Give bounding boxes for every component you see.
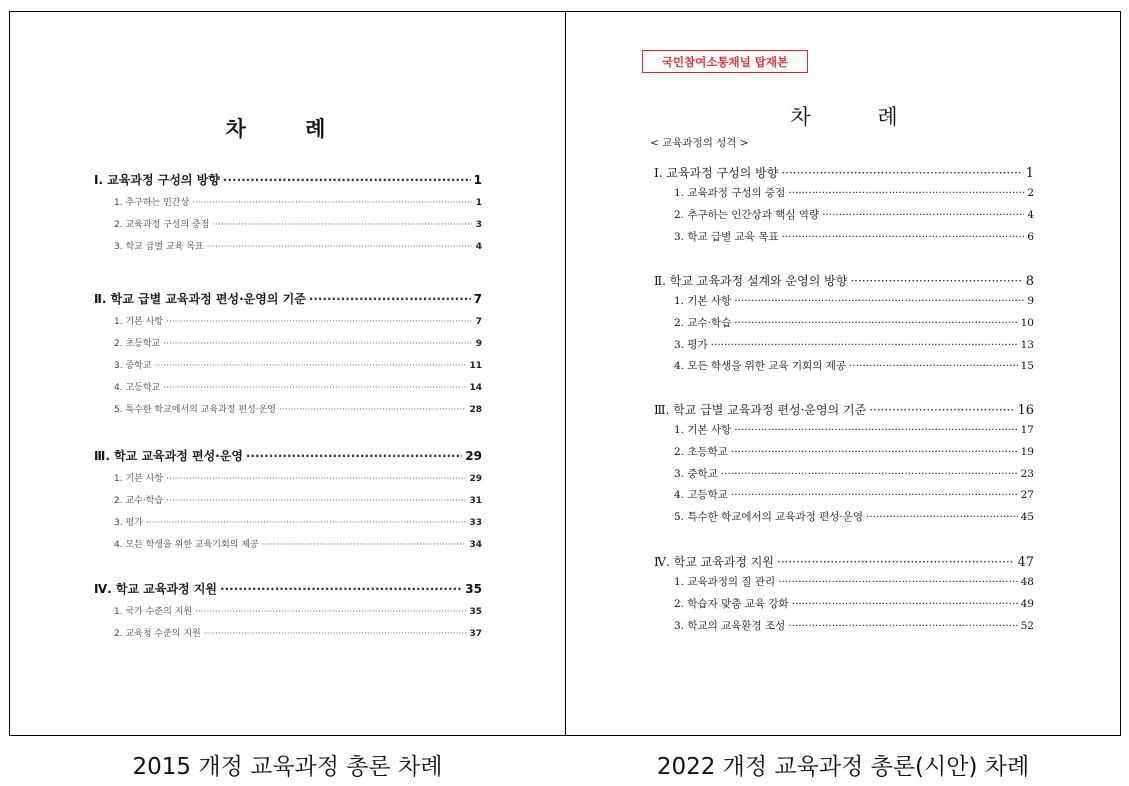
page-number: 11: [469, 361, 482, 371]
dot-leader: [166, 496, 466, 506]
dot-leader: [207, 242, 473, 252]
page-number: 10: [1020, 316, 1034, 329]
dot-leader: [777, 555, 1014, 569]
page-number: 8: [1025, 274, 1034, 289]
toc-item-row: [654, 293, 1034, 308]
page-number: 34: [469, 540, 482, 550]
page-number: 16: [1017, 403, 1034, 418]
page-number: 14: [469, 383, 482, 393]
item-title: 3. 학교 급별 교육 목표: [114, 242, 204, 252]
document-title: 차 례: [225, 117, 352, 141]
toc-item-row: [654, 487, 1034, 502]
document-subtitle: < 교육과정의 성격 >: [650, 137, 749, 149]
item-title: 3. 중학교: [674, 467, 718, 480]
dot-leader: [204, 629, 467, 639]
item-title: 1. 기본 사항: [674, 424, 732, 436]
toc-item-row: [94, 626, 482, 639]
page-number: 1: [475, 198, 482, 208]
toc-item-row: [654, 315, 1034, 330]
toc-item-row: [94, 239, 482, 252]
item-title: 4. 모든 학생을 위한 교육 기회의 제공: [674, 360, 847, 373]
page-number: 47: [1017, 555, 1034, 570]
dot-leader: [262, 540, 467, 550]
page-number: 9: [475, 339, 482, 349]
toc-item-row: [654, 509, 1034, 524]
item-title: 5. 특수한 학교에서의 교육과정 편성·운영: [674, 511, 863, 524]
toc-section-row: [654, 553, 1034, 570]
page-number: 35: [469, 607, 482, 617]
toc-item-row: [654, 229, 1034, 244]
item-title: 3. 학교 급별 교육 목표: [674, 230, 779, 243]
dot-leader: [849, 360, 1018, 372]
item-title: 3. 평가: [114, 518, 143, 528]
page-number: 31: [469, 496, 482, 506]
item-title: 2. 추구하는 인간상과 핵심 역량: [674, 208, 820, 221]
page-number: 3: [475, 220, 482, 230]
toc-2022-draft-document: [565, 11, 1121, 736]
page-number: 37: [469, 629, 482, 639]
section-title: Ⅱ. 학교 교육과정 설계와 운영의 방향: [654, 274, 848, 288]
item-title: 2. 교수·학습: [114, 496, 164, 506]
page-number: 48: [1020, 576, 1034, 588]
dot-leader: [212, 220, 472, 230]
toc-section-row: [94, 290, 482, 307]
page-number: 52: [1020, 619, 1034, 632]
item-title: 1. 교육과정의 질 관리: [674, 576, 776, 588]
dot-leader: [734, 424, 1017, 436]
item-title: 4. 고등학교: [674, 489, 728, 502]
item-title: 2. 교육과정 구성의 중점: [114, 220, 210, 230]
left-caption: 2015 개정 교육과정 총론 차례: [132, 754, 443, 780]
item-title: 1. 교육과정 구성의 중점: [674, 187, 786, 199]
toc-item-row: [94, 604, 482, 617]
item-title: 1. 기본 사항: [674, 295, 732, 307]
page-number: 4: [1027, 208, 1034, 221]
page-number: 6: [1027, 230, 1034, 243]
toc-section-row: [94, 171, 482, 188]
dot-leader: [734, 317, 1017, 329]
dot-leader: [721, 468, 1018, 480]
toc-item-row: [654, 444, 1034, 459]
page-number: 17: [1020, 424, 1034, 436]
toc-section-row: [654, 272, 1034, 289]
dot-leader: [711, 339, 1018, 351]
section-title: Ⅲ. 학교 교육과정 편성·운영: [94, 449, 243, 463]
page-number: 27: [1020, 489, 1034, 502]
dot-leader: [788, 620, 1017, 632]
document-title: 차 례: [790, 105, 928, 129]
section-title: Ⅳ. 학교 교육과정 지원: [654, 555, 774, 569]
toc-section-row: [94, 447, 482, 464]
section-title: Ⅳ. 학교 교육과정 지원: [94, 582, 218, 596]
dot-leader: [155, 361, 467, 371]
toc-item-row: [654, 574, 1034, 589]
page-number: 49: [1020, 597, 1034, 610]
toc-section-row: [654, 401, 1034, 418]
dot-leader: [192, 198, 473, 208]
toc-item-row: [654, 422, 1034, 437]
section-title: Ⅰ. 교육과정 구성의 방향: [94, 173, 220, 187]
page-number: 7: [473, 292, 482, 306]
dot-leader: [822, 209, 1024, 221]
toc-item-row: [94, 358, 482, 371]
dot-leader: [195, 607, 466, 617]
dot-leader: [279, 405, 466, 415]
publication-stamp: 국민참여소통채널 탑재본: [642, 50, 808, 73]
toc-item-row: [94, 402, 482, 415]
page-number: 4: [475, 242, 482, 252]
page-number: 2: [1027, 187, 1034, 199]
right-caption: 2022 개정 교육과정 총론(시안) 차례: [656, 754, 1030, 780]
item-title: 4. 모든 학생을 위한 교육기회의 제공: [114, 540, 259, 550]
dot-leader: [220, 582, 462, 596]
toc-item-row: [94, 515, 482, 528]
page-number: 1: [473, 173, 482, 187]
page-number: 1: [1025, 166, 1034, 181]
toc-item-row: [654, 618, 1034, 633]
toc-item-row: [654, 337, 1034, 352]
dot-leader: [788, 187, 1024, 199]
toc-item-row: [94, 314, 482, 327]
toc-section-row: [654, 164, 1034, 181]
toc-item-row: [94, 380, 482, 393]
dot-leader: [309, 292, 471, 306]
page-number: 33: [469, 518, 482, 528]
toc-item-row: [94, 336, 482, 349]
dot-leader: [869, 403, 1014, 417]
dot-leader: [734, 295, 1024, 307]
dot-leader: [246, 449, 462, 463]
toc-item-row: [94, 471, 482, 484]
item-title: 1. 추구하는 인간상: [114, 198, 190, 208]
page-number: 28: [469, 405, 482, 415]
page-number: 7: [475, 317, 482, 327]
item-title: 3. 학교의 교육환경 조성: [674, 619, 786, 632]
item-title: 2. 초등학교: [114, 339, 161, 349]
toc-item-row: [654, 466, 1034, 481]
dot-leader: [163, 339, 473, 349]
item-title: 2. 교육청 수준의 지원: [114, 629, 201, 639]
section-title: Ⅲ. 학교 급별 교육과정 편성·운영의 기준: [654, 403, 867, 417]
dot-leader: [166, 317, 473, 327]
dot-leader: [223, 173, 471, 187]
section-title: Ⅱ. 학교 급별 교육과정 편성·운영의 기준: [94, 292, 306, 306]
item-title: 1. 국가 수준의 지원: [114, 607, 193, 617]
item-title: 2. 학습자 맞춤 교육 강화: [674, 597, 789, 610]
toc-item-row: [654, 207, 1034, 222]
item-title: 1. 기본 사항: [114, 474, 164, 484]
toc-item-row: [94, 537, 482, 550]
dot-leader: [850, 274, 1022, 288]
item-title: 2. 초등학교: [674, 445, 728, 458]
item-title: 5. 특수한 학교에서의 교육과정 편성·운영: [114, 405, 276, 415]
toc-2015-document: [9, 11, 566, 736]
toc-item-row: [94, 493, 482, 506]
dot-leader: [781, 166, 1022, 180]
dot-leader: [166, 474, 466, 484]
toc-item-row: [94, 217, 482, 230]
section-title: Ⅰ. 교육과정 구성의 방향: [654, 166, 779, 180]
dot-leader: [146, 518, 467, 528]
page-number: 9: [1027, 295, 1034, 307]
dot-leader: [778, 576, 1017, 588]
item-title: 1. 기본 사항: [114, 317, 164, 327]
toc-item-row: [654, 185, 1034, 200]
dot-leader: [782, 231, 1025, 243]
toc-item-row: [654, 358, 1034, 373]
page-number: 35: [465, 582, 482, 596]
item-title: 2. 교수·학습: [674, 316, 732, 329]
page-number: 13: [1020, 338, 1034, 351]
page-number: 29: [469, 474, 482, 484]
toc-section-row: [94, 580, 482, 597]
page-number: 23: [1020, 467, 1034, 480]
dot-leader: [731, 446, 1018, 458]
page-number: 29: [465, 449, 482, 463]
toc-item-row: [654, 596, 1034, 611]
dot-leader: [163, 383, 466, 393]
page-number: 45: [1020, 511, 1034, 524]
dot-leader: [731, 489, 1018, 501]
page-number: 15: [1020, 360, 1034, 373]
item-title: 4. 고등학교: [114, 383, 161, 393]
page-number: 19: [1020, 445, 1034, 458]
item-title: 3. 평가: [674, 338, 708, 351]
dot-leader: [866, 511, 1018, 523]
item-title: 3. 중학교: [114, 361, 152, 371]
toc-item-row: [94, 195, 482, 208]
dot-leader: [792, 598, 1018, 610]
